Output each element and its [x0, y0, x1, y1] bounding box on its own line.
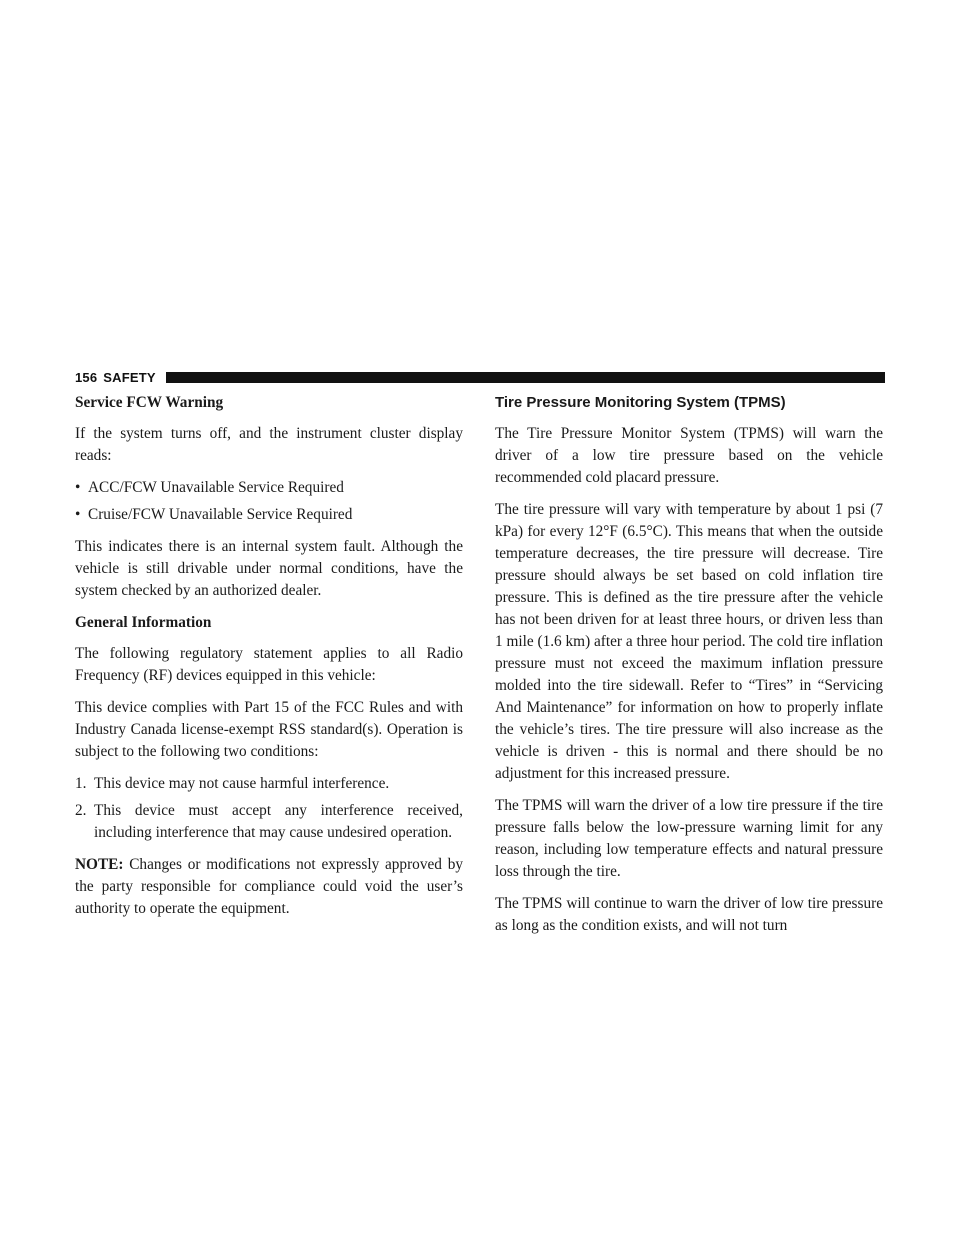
general-info-p2: This device complies with Part 15 of the FCC Rules and with Industry Canada license-exempt RSS standard(s). Operation is subject to the following two conditions: [75, 699, 463, 760]
tpms-heading: Tire Pressure Monitoring System (TPMS) [495, 394, 786, 411]
note-paragraph [75, 854, 463, 920]
right-column [495, 390, 883, 947]
service-fcw-body: This indicates there is an internal system fault. Although the vehicle is still drivable under normal conditions, have the system checked by an authorized dealer. [75, 538, 463, 599]
list-text: This device must accept any interference received, including interference that may cause undesired operation. [94, 802, 463, 841]
service-fcw-heading: Service FCW Warning [75, 394, 224, 411]
tpms-p3: The TPMS will warn the driver of a low tire pressure if the tire pressure falls below the low-pressure warning limit for any reason, including low temperature effects and natural pressure loss through the tire. [495, 797, 883, 880]
service-fcw-intro: If the system turns off, and the instrument cluster display reads: [75, 425, 463, 464]
tpms-p4: The TPMS will continue to warn the driver of low tire pressure as long as the condition exists, and will not turn [495, 895, 883, 934]
section-title: SAFETY [103, 369, 156, 385]
list-text: This device may not cause harmful interference. [94, 775, 390, 792]
page-number: 156 [75, 369, 98, 385]
note-label: NOTE: [75, 856, 124, 873]
list-item: • ACC/FCW Unavailable Service Required [75, 477, 463, 499]
conditions-list [75, 773, 463, 844]
list-number: 1. [75, 775, 87, 792]
general-info-heading: General Information [75, 614, 212, 631]
left-column [75, 390, 463, 930]
list-item [75, 773, 463, 795]
tpms-p2: The tire pressure will vary with temperature by about 1 psi (7 kPa) for every 12°F (6.5°C). This means that when the outside temperature decreases, the tire pressure will decrease. Tire pressure should always be set based on cold inflation tire pressure. This is defined as the tire pressure after the vehicle has not been driven for at least three hours, or driven less than 1 mile (1.6 km) after a three hour period. The cold tire inflation pressure must not exceed the maximum inflation pressure molded into the tire sidewall. Refer to “Tires” in “Servicing And Maintenance” for information on how to properly inflate the vehicle’s tires. The tire pressure will also increase as the vehicle is driven - this is normal and there should be no adjustment for this increased pressure. [495, 501, 883, 782]
header-rule [166, 372, 885, 383]
list-number: 2. [75, 802, 87, 819]
general-info-p1: The following regulatory statement applies to all Radio Frequency (RF) devices equipped in this vehicle: [75, 645, 463, 684]
list-item [75, 800, 463, 844]
note-text: Changes or modifications not expressly approved by the party responsible for compliance could void the user’s authority to operate the equipment. [75, 856, 463, 917]
fcw-message-list [75, 477, 463, 526]
list-item: • Cruise/FCW Unavailable Service Required [75, 504, 463, 526]
page-header [75, 370, 885, 384]
tpms-p1: The Tire Pressure Monitor System (TPMS) will warn the driver of a low tire pressure based on the vehicle recommended cold placard pressure. [495, 425, 883, 486]
